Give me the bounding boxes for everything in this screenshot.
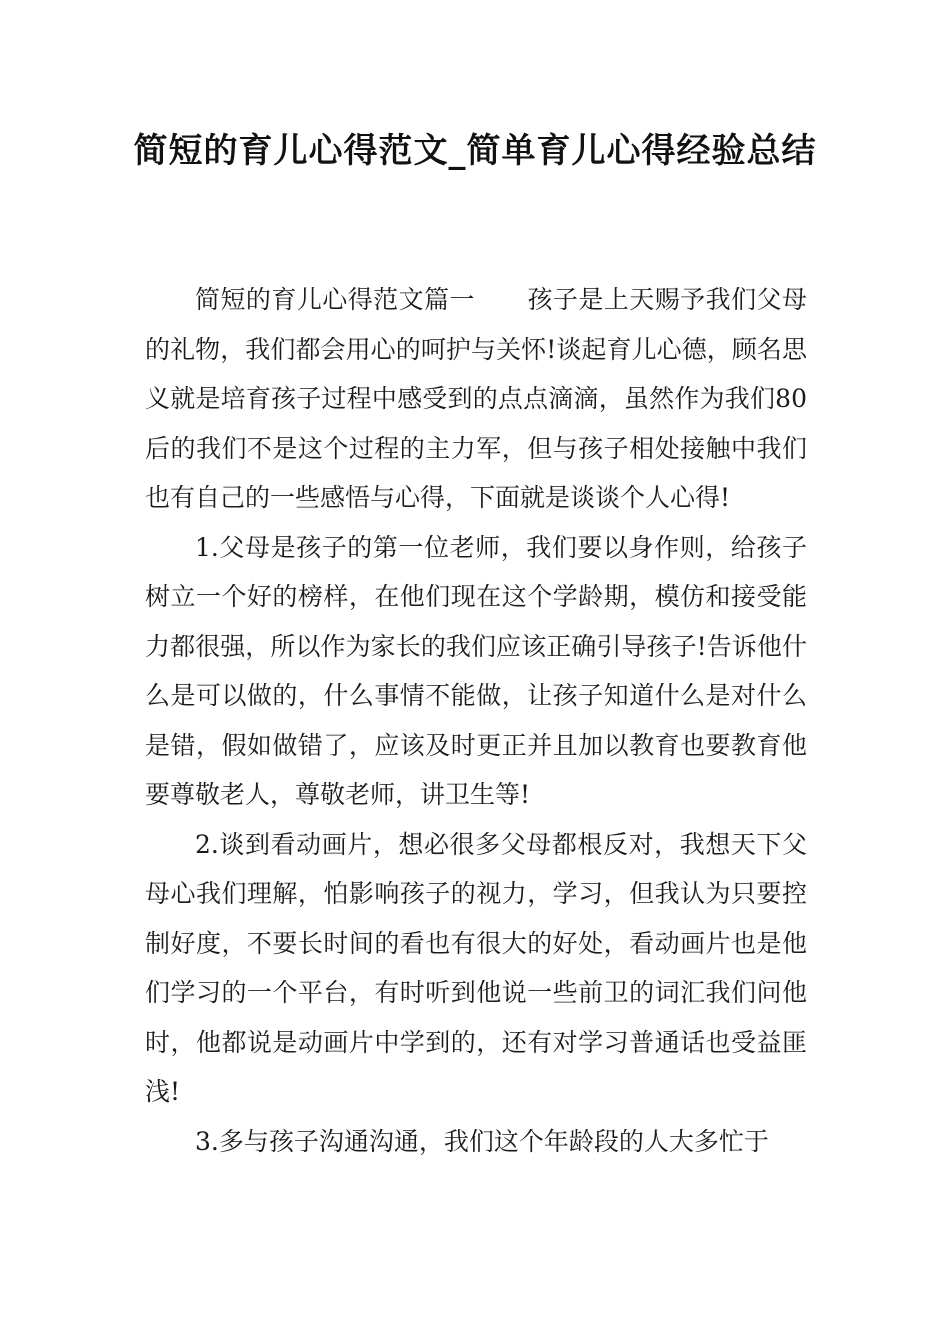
section-heading: 简短的育儿心得范文篇一 bbox=[195, 285, 475, 314]
document-title: 简短的育儿心得范文_简单育儿心得经验总结 bbox=[133, 131, 817, 171]
paragraph-point-2: 2.谈到看动画片，想必很多父母都根反对，我想天下父母心我们理解，怕影响孩子的视力，学习，但我认为只要控制好度，不要长时间的看也有很大的好处，看动画片也是他们学习的一个平台，有时听到他说一些前卫的词汇我们问他时，他都说是动画片中学到的，还有对学习普通话也受益匪浅! bbox=[145, 829, 807, 1106]
document-body bbox=[145, 275, 807, 1166]
paragraph-point-1: 1.父母是孩子的第一位老师，我们要以身作则，给孩子树立一个好的榜样，在他们现在这个学龄期，模仿和接受能力都很强，所以作为家长的我们应该正确引导孩子!告诉他什么是可以做的，什么事情不能做，让孩子知道什么是对什么是错，假如做错了，应该及时更正并且加以教育也要教育他要尊敬老人，尊敬老师，讲卫生等! bbox=[145, 532, 807, 809]
paragraph-point-3: 3.多与孩子沟通沟通，我们这个年龄段的人大多忙于 bbox=[195, 1126, 769, 1156]
paragraph-text: 孩子是上天赐予我们父母的礼物，我们都会用心的呵护与关怀!谈起育儿心德，顾名思义就是培育孩子过程中感受到的点点滴滴，虽然作为我们80后的我们不是这个过程的主力军，但与孩子相处接触中我们也有自己的一些感悟与心得，下面就是谈谈个人心得! bbox=[145, 285, 807, 512]
paragraph-intro bbox=[145, 275, 807, 523]
